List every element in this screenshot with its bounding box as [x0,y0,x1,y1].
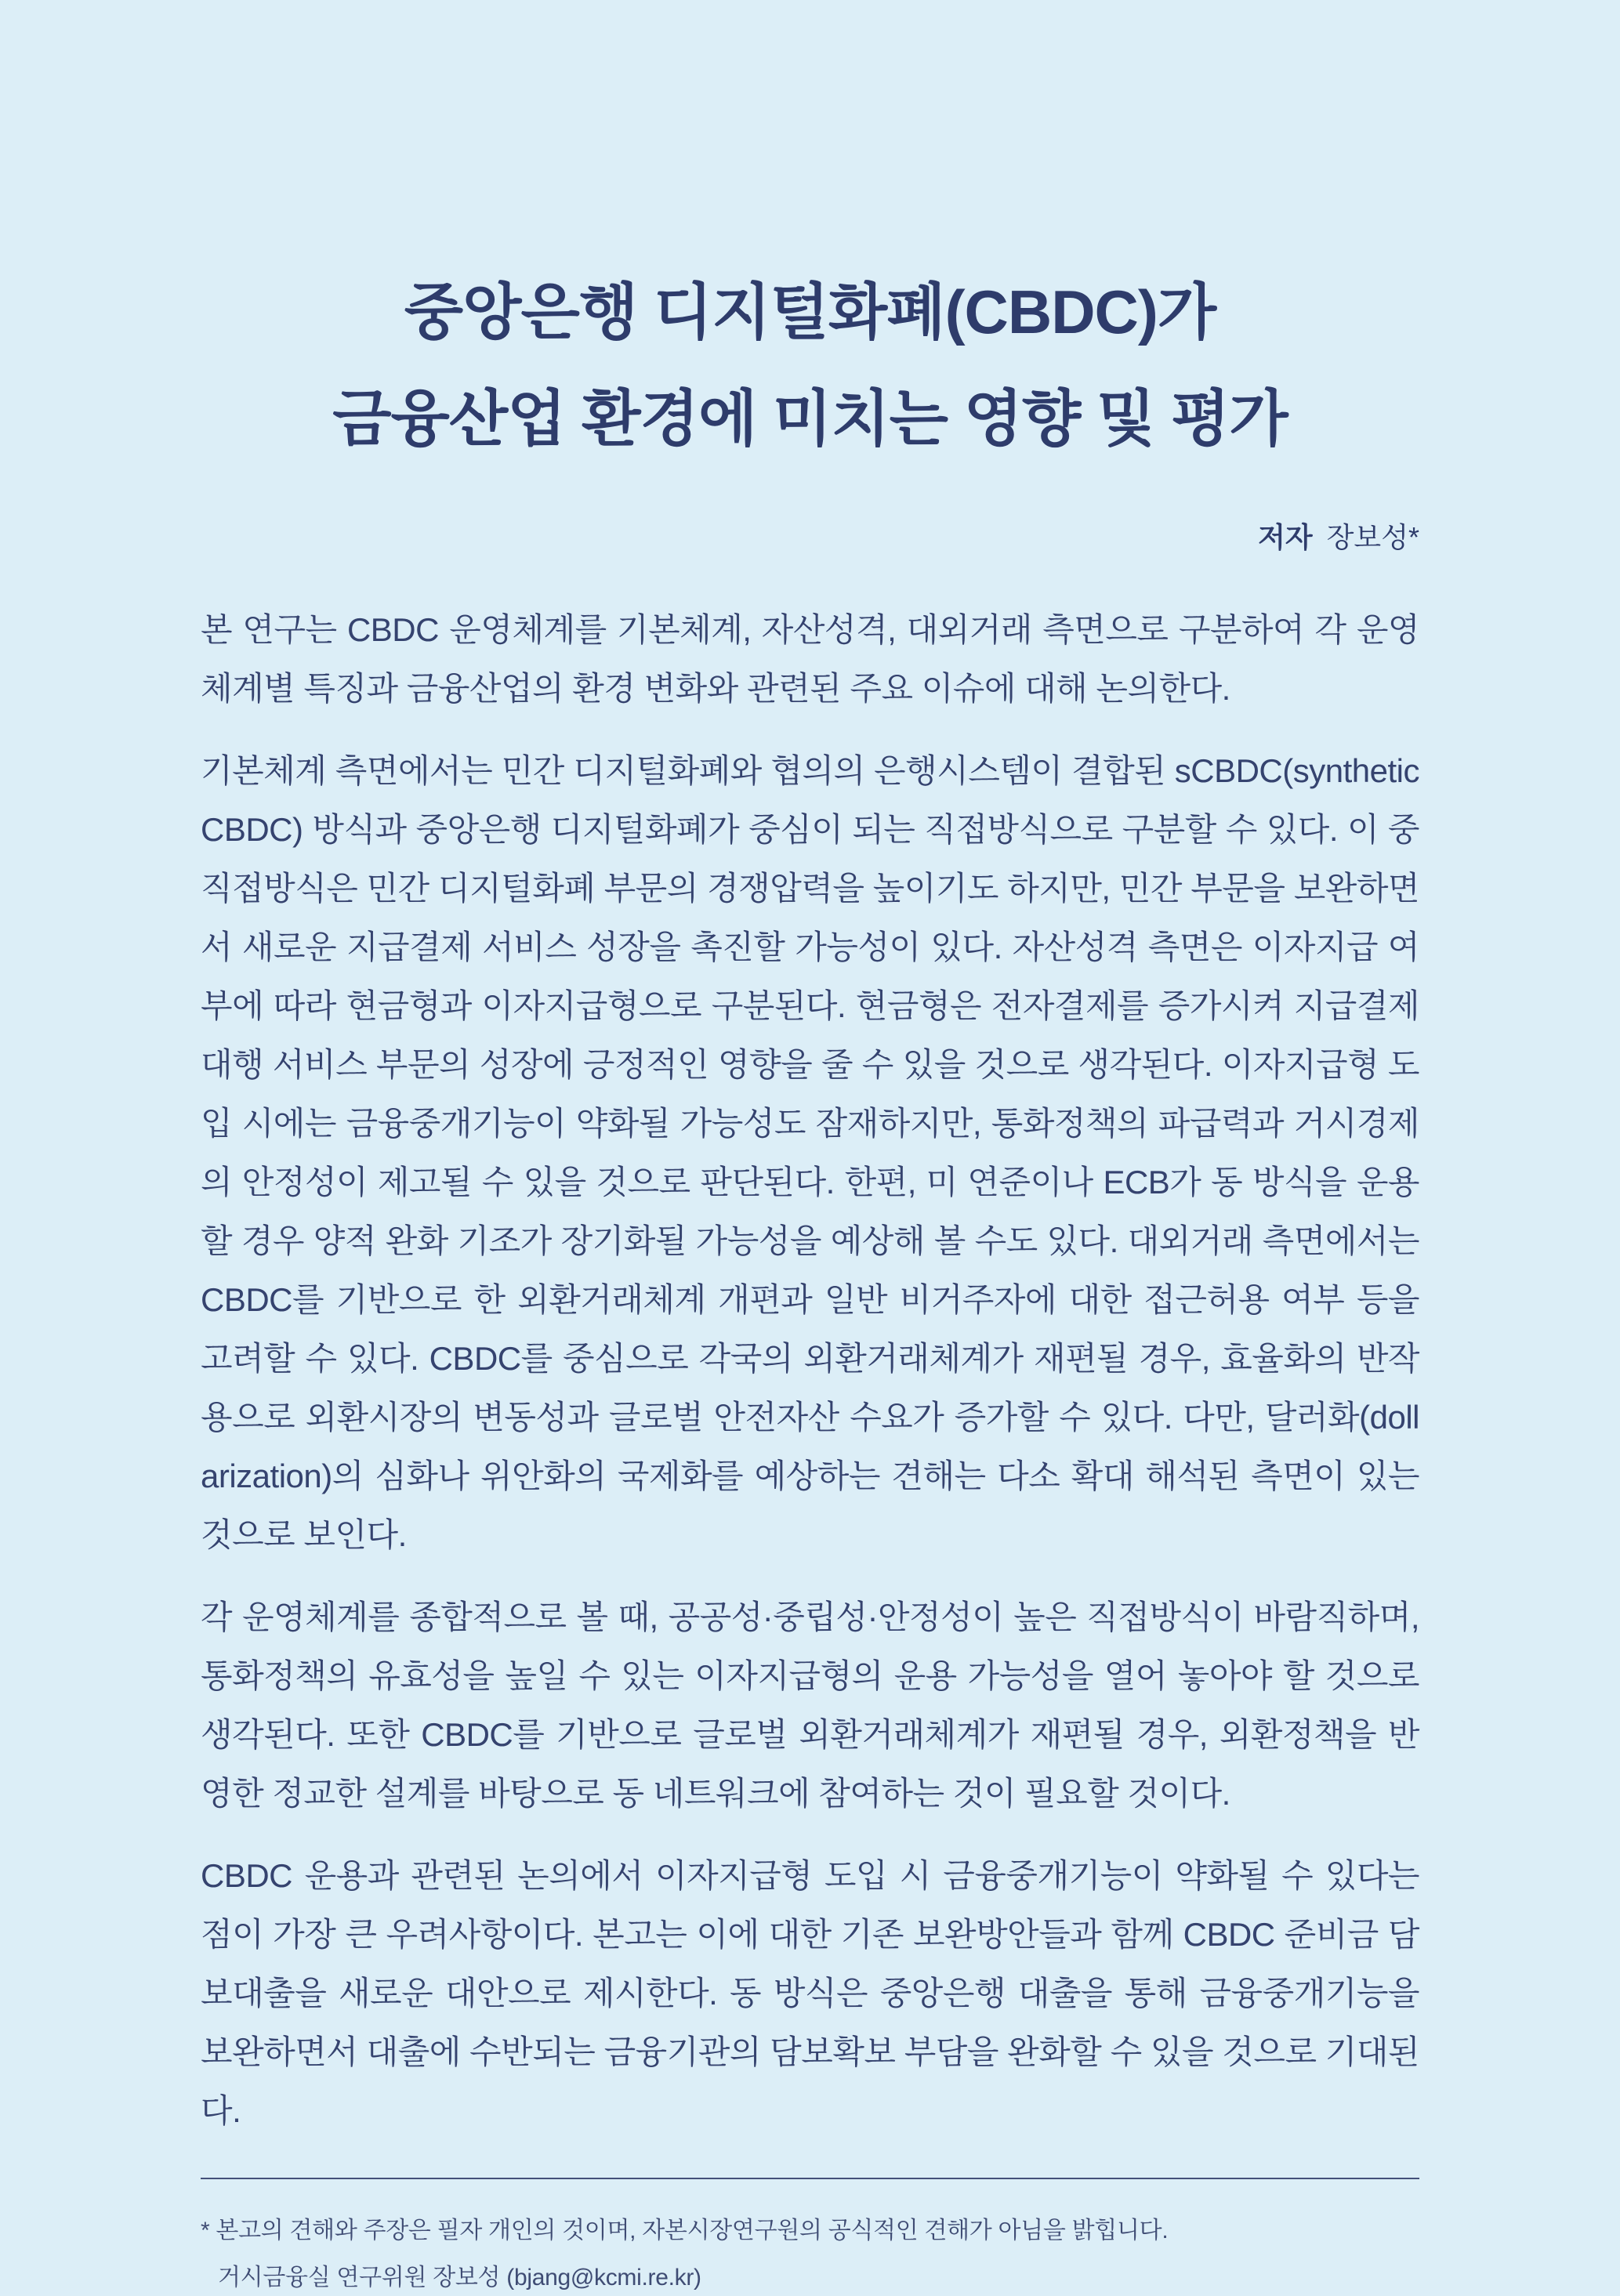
author-label: 저자 [1258,521,1313,553]
author-name: 장보성* [1326,521,1419,553]
author-row [201,520,1419,555]
page-title [201,259,1419,472]
abstract-paragraph-1: 본 연구는 CBDC 운영체계를 기본체계, 자산성격, 대외거래 측면으로 구분하여 각 운영체계별 특징과 금융산업의 환경 변화와 관련된 주요 이슈에 대해 논의한다. [201,611,1419,707]
abstract-body [201,600,1419,2140]
abstract-paragraph-4: CBDC 운용과 관련된 논의에서 이자지급형 도입 시 금융중개기능이 약화될 수 있다는 점이 가장 큰 우려사항이다. 본고는 이에 대한 기존 보완방안들과 함께 CBDC 준비금 담보대출을 새로운 대안으로 제시한다. 동 방식은 중앙은행 대출을 통해 금융중개기능을 보완하면서 대출에 수반되는 금융기관의 담보확보 부담을 완화할 수 있을 것으로 기대된다. [201,1857,1419,2129]
title-line-1: 중앙은행 디지털화폐(CBDC)가 [404,277,1216,346]
abstract-paragraph-2: 기본체계 측면에서는 민간 디지털화폐와 협의의 은행시스템이 결합된 sCBDC(synthetic CBDC) 방식과 중앙은행 디지털화폐가 중심이 되는 직접방식으로 구분할 수 있다. 이 중 직접방식은 민간 디지털화폐 부문의 경쟁압력을 높이기도 하지만, 민간 부문을 보완하면서 새로운 지급결제 서비스 성장을 촉진할 가능성이 있다. 자산성격 측면은 이자지급 여부에 따라 현금형과 이자지급형으로 구분된다. 현금형은 전자결제를 증가시켜 지급결제대행 서비스 부문의 성장에 긍정적인 영향을 줄 수 있을 것으로 생각된다. 이자지급형 도입 시에는 금융중개기능이 약화될 가능성도 잠재하지만, 통화정책의 파급력과 거시경제의 안정성이 제고될 수 있을 것으로 판단된다. 한편, 미 연준이나 ECB가 동 방식을 운용할 경우 양적 완화 기조가 장기화될 가능성을 예상해 볼 수도 있다. 대외거래 측면에서는 CBDC를 기반으로 한 외환거래체계 개편과 일반 비거주자에 대한 접근허용 여부 등을 고려할 수 있다. CBDC를 중심으로 각국의 외환거래체계가 재편될 경우, 효율화의 반작용으로 외환시장의 변동성과 글로벌 안전자산 수요가 증가할 수 있다. 다만, 달러화(dollarization)의 심화나 위안화의 국제화를 예상하는 견해는 다소 확대 해석된 측면이 있는 것으로 보인다. [201,752,1419,1553]
title-line-2: 금융산업 환경에 미치는 영향 및 평가 [332,384,1288,453]
footnote-disclaimer: * 본고의 견해와 주장은 필자 개인의 것이며, 자본시장연구원의 공식적인 견해가 아님을 밝힙니다. [201,2218,1169,2243]
abstract-paragraph-3: 각 운영체계를 종합적으로 볼 때, 공공성·중립성·안정성이 높은 직접방식이 바람직하며, 통화정책의 유효성을 높일 수 있는 이자지급형의 운용 가능성을 열어 놓아야 할 것으로 생각된다. 또한 CBDC를 기반으로 글로벌 외환거래체계가 재편될 경우, 외환정책을 반영한 정교한 설계를 바탕으로 동 네트워크에 참여하는 것이 필요할 것이다. [201,1599,1419,1812]
footnote-author-contact: 거시금융실 연구위원 장보성 (bjang@kcmi.re.kr) [218,2265,701,2291]
footnote [201,2207,1419,2296]
footnote-divider [201,2178,1419,2179]
